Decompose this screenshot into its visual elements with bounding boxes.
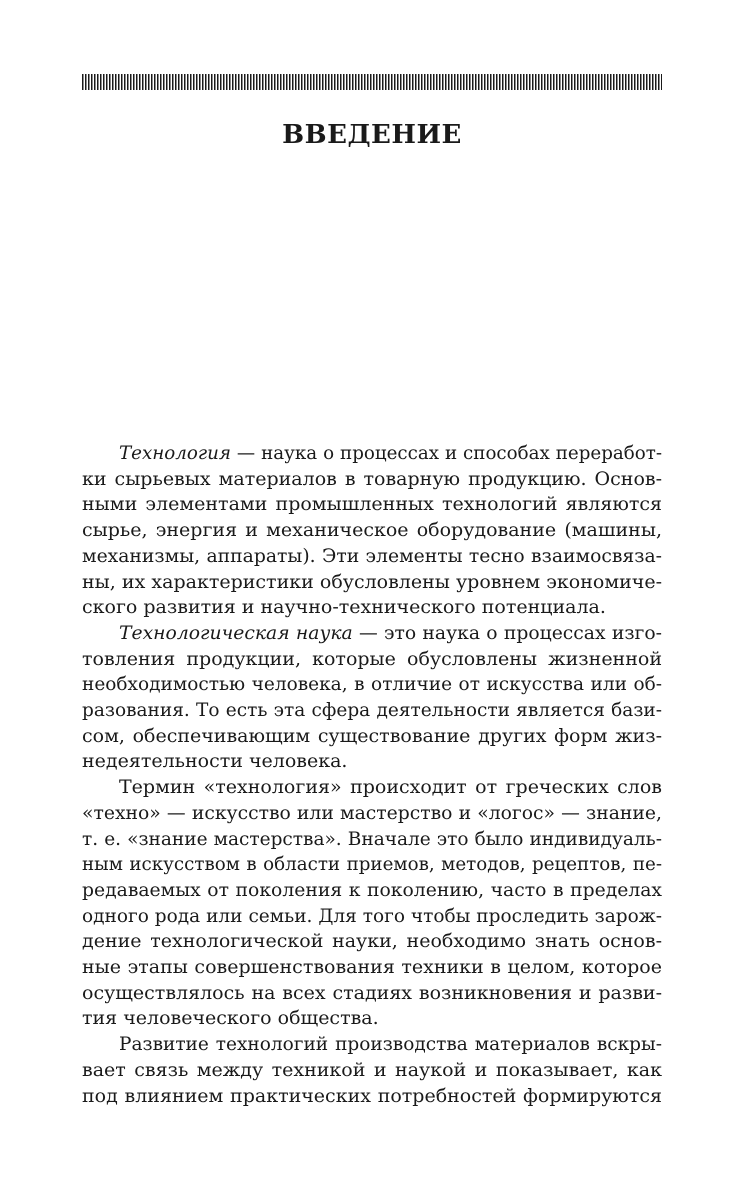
- body-text: [82, 441, 662, 1109]
- text-line: вает связь между техникой и наукой и показывает, как: [82, 1058, 662, 1081]
- text-line: Технологическая наука — это наука о процессах изго-: [119, 622, 662, 644]
- text-line: сом, обеспечивающим существование других форм жиз-: [82, 724, 662, 747]
- text-line: ны, их характеристики обусловлены уровнем экономиче-: [82, 570, 662, 593]
- decorative-rule: [82, 74, 662, 90]
- term-emphasis: Технологическая наука: [119, 622, 353, 644]
- text-line: сырье, энергия и механическое оборудование (машины,: [82, 519, 662, 542]
- text-line: дение технологической науки, необходимо знать основ-: [82, 930, 662, 953]
- chapter-heading: ВВЕДЕНИЕ: [282, 120, 462, 150]
- text-line: ные этапы совершенствования техники в целом, которое: [82, 956, 662, 979]
- paragraph: [82, 775, 662, 1032]
- text-line: одного рода или семьи. Для того чтобы проследить зарож-: [82, 905, 662, 927]
- paragraph: [82, 621, 662, 775]
- text-line: тия человеческого общества.: [82, 1007, 379, 1030]
- text-line: необходимостью человека, в отличие от искусства или об-: [82, 674, 662, 696]
- text-line: недеятельности человека.: [82, 750, 348, 773]
- text-line: осуществлялось на всех стадиях возникновения и разви-: [82, 981, 662, 1004]
- text-line: т. е. «знание мастерства». Вначале это было индивидуаль-: [82, 828, 662, 850]
- text-line: ки сырьевых материалов в товарную продукцию. Основ-: [82, 467, 662, 490]
- text-line: редаваемых от поколения к поколению, часто в пределах: [82, 879, 662, 901]
- text-line: товления продукции, которые обусловлены жизненной: [82, 647, 662, 670]
- paragraph: [82, 441, 662, 621]
- text-line: «техно» — искусство или мастерство и «логос» — знание,: [82, 802, 662, 824]
- term-emphasis: Технология: [119, 443, 231, 464]
- text-line: Развитие технологий производства материалов вскры-: [119, 1034, 662, 1056]
- text-line: Термин «технология» происходит от греческих слов: [119, 776, 662, 799]
- text-line: ным искусством в области приемов, методов, рецептов, пе-: [82, 854, 662, 876]
- text-line: под влиянием практических потребностей формируются: [82, 1084, 662, 1107]
- text-line: механизмы, аппараты). Эти элементы тесно взаимосвяза-: [82, 545, 662, 567]
- text-line: ского развития и научно-технического потенциала.: [82, 596, 606, 619]
- paragraph: [82, 1032, 662, 1109]
- text-line: Технология — наука о процессах и способах переработ-: [119, 443, 662, 464]
- text-line: разования. То есть эта сфера деятельности является бази-: [82, 700, 662, 722]
- text-line: ными элементами промышленных технологий являются: [82, 493, 662, 516]
